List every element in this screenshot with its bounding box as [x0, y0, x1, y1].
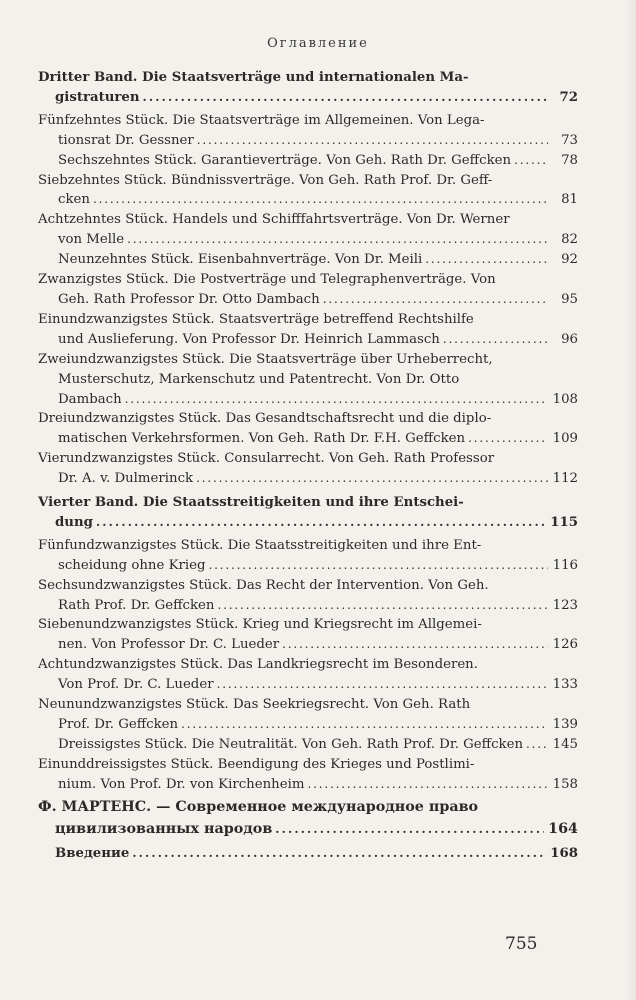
toc-entry-title-end: Dambach [58, 391, 122, 407]
toc-entry-title: Vierter Band. Die Staatsstreitigkeiten und ihre Entschei- [38, 495, 464, 511]
toc-entry[interactable] [38, 576, 578, 616]
dot-leader [468, 429, 548, 449]
running-head: Оглавление [267, 36, 369, 51]
toc-page-number: 96 [561, 331, 578, 347]
toc-entry-title: Zwanzigstes Stück. Die Postverträge und Telegraphenverträge. Von [38, 272, 496, 288]
dot-leader [323, 290, 548, 310]
toc-entry-title: Neunundzwanzigstes Stück. Das Seekriegsrecht. Von Geh. Rath [38, 697, 471, 713]
toc-entry-title-end: nen. Von Professor Dr. C. Lueder [58, 637, 280, 653]
dot-leader [132, 844, 546, 864]
toc-entry-title-end: gistraturen [55, 89, 140, 105]
toc-entry-title: Dritter Band. Die Staatsverträge und internationalen Ma- [38, 70, 469, 85]
toc-entry-title: Zweiundzwanzigstes Stück. Die Staatsverträge über Urheberrecht, Musterschutz, Markenschutz und Patentrecht. Von Dr. Otto [38, 351, 493, 387]
dot-leader [197, 131, 548, 151]
page-edge-shadow [626, 0, 636, 1000]
toc-entry[interactable] [38, 270, 578, 310]
dot-leader [127, 230, 548, 250]
toc-entry-title-end: Dreissigstes Stück. Die Neutralität. Von Geh. Rath Prof. Dr. Geffcken [58, 736, 524, 752]
toc-entry-title: Siebenundzwanzigstes Stück. Krieg und Kriegsrecht im Allgemei- [38, 617, 482, 633]
dot-leader [217, 596, 548, 616]
toc-page-number: 112 [552, 471, 578, 487]
toc-entry[interactable] [38, 68, 578, 108]
toc-page-number: 72 [559, 89, 578, 105]
toc-entry[interactable] [38, 655, 578, 695]
toc-entry-title-end: Sechszehntes Stück. Garantieverträge. Von Geh. Rath Dr. Geffcken [58, 152, 512, 168]
dot-leader [143, 88, 548, 108]
toc-entry-title-end: Neunzehntes Stück. Eisenbahnverträge. Von Dr. Meili [58, 252, 423, 268]
toc-entry-title: Vierundzwanzigstes Stück. Consularrecht. Von Geh. Rath Professor [38, 451, 495, 467]
toc-page-number: 92 [561, 252, 578, 268]
toc-entry[interactable] [38, 310, 578, 350]
toc-entry[interactable] [38, 409, 578, 449]
toc-entry[interactable] [58, 151, 578, 171]
table-of-contents [38, 67, 578, 864]
toc-entry-title: Achtundzwanzigstes Stück. Das Landkriegsrecht im Besonderen. [38, 657, 478, 673]
toc-entry-title: Einundzwanzigstes Stück. Staatsverträge betreffend Rechtshilfe [38, 311, 474, 327]
toc-page-number: 81 [561, 192, 578, 208]
dot-leader [96, 513, 546, 533]
toc-page-number: 139 [552, 717, 578, 732]
toc-entry-title-end: Dr. A. v. Dulmerinck [58, 471, 194, 487]
toc-page-number: 164 [548, 820, 578, 837]
toc-entry-title-end: цивилизованных народов [55, 820, 273, 837]
toc-entry[interactable] [38, 755, 578, 795]
toc-entry[interactable] [58, 735, 578, 755]
dot-leader [282, 635, 548, 655]
toc-page-number: 78 [561, 152, 578, 168]
toc-entry-title: Siebzehntes Stück. Bündnissverträge. Von Geh. Rath Prof. Dr. Geff- [38, 172, 493, 188]
toc-page-number: 123 [552, 597, 578, 613]
toc-entry[interactable] [38, 493, 578, 533]
toc-entry-title-end: von Melle [58, 232, 125, 248]
toc-page-number: 115 [550, 514, 578, 530]
toc-entry-title-end: Введение [55, 845, 130, 861]
toc-entry[interactable] [38, 536, 578, 576]
toc-entry[interactable] [38, 615, 578, 655]
toc-page-number: 145 [552, 736, 578, 752]
toc-entry-title: Sechsundzwanzigstes Stück. Das Recht der Intervention. Von Geh. [38, 577, 489, 593]
dot-leader [217, 675, 548, 695]
toc-page-number: 158 [552, 776, 578, 792]
toc-page-number: 116 [552, 557, 578, 573]
toc-entry-title-end: Prof. Dr. Geffcken [58, 717, 179, 732]
dot-leader [425, 250, 548, 270]
toc-entry[interactable] [38, 350, 578, 410]
dot-leader [514, 151, 548, 171]
dot-leader [209, 556, 549, 576]
toc-entry-title: Dreiundzwanzigstes Stück. Das Gesandtschaftsrecht und die diplo- [38, 411, 492, 427]
dot-leader [125, 390, 548, 410]
toc-entry-title-end: Rath Prof. Dr. Geffcken [58, 597, 215, 613]
dot-leader [93, 190, 548, 210]
dot-leader [307, 775, 548, 795]
toc-entry-title: Fünfzehntes Stück. Die Staatsverträge im Allgemeinen. Von Lega- [38, 112, 485, 128]
toc-entry[interactable] [38, 796, 578, 840]
toc-entry[interactable] [55, 844, 578, 864]
toc-page-number: 133 [552, 677, 578, 693]
toc-entry[interactable] [38, 449, 578, 489]
toc-page-number: 95 [561, 291, 578, 307]
toc-page-number: 109 [552, 431, 578, 447]
dot-leader [443, 330, 548, 350]
toc-entry[interactable] [58, 250, 578, 270]
toc-entry[interactable] [38, 695, 578, 735]
toc-page-number: 82 [561, 232, 578, 248]
toc-page-number: 126 [552, 637, 578, 653]
toc-entry-title-end: Geh. Rath Professor Dr. Otto Dambach [58, 291, 320, 307]
toc-entry-title-end: nium. Von Prof. Dr. von Kirchenheim [58, 776, 305, 792]
toc-entry-title: Fünfundzwanzigstes Stück. Die Staatsstreitigkeiten und ihre Ent- [38, 537, 482, 553]
toc-entry[interactable] [38, 111, 578, 151]
toc-entry-title-end: matischen Verkehrsformen. Von Geh. Rath Dr. F.H. Geffcken [58, 431, 466, 447]
page-number: 755 [505, 934, 538, 954]
toc-entry-title-end: scheidung ohne Krieg [58, 557, 206, 573]
toc-entry-title: Ф. МАРТЕНС. — Современное международное право [38, 798, 479, 815]
dot-leader [196, 469, 548, 489]
dot-leader [181, 715, 548, 735]
toc-page-number: 168 [550, 845, 578, 861]
toc-entry-title: Achtzehntes Stück. Handels und Schifffahrtsverträge. Von Dr. Werner [38, 212, 510, 228]
toc-entry-title-end: tionsrat Dr. Gessner [58, 132, 194, 148]
toc-entry-title-end: dung [55, 514, 93, 530]
dot-leader [275, 818, 544, 840]
toc-entry-title-end: Von Prof. Dr. C. Lueder [58, 677, 214, 693]
toc-entry-title: Einunddreissigstes Stück. Beendigung des Krieges und Postlimi- [38, 756, 475, 772]
toc-entry[interactable] [38, 171, 578, 211]
toc-entry[interactable] [38, 210, 578, 250]
toc-page-number: 108 [552, 391, 578, 407]
toc-page-number: 73 [561, 132, 578, 148]
toc-entry-title-end: und Auslieferung. Von Professor Dr. Heinrich Lammasch [58, 331, 440, 347]
dot-leader [526, 735, 548, 755]
toc-entry-title-end: cken [58, 192, 90, 208]
